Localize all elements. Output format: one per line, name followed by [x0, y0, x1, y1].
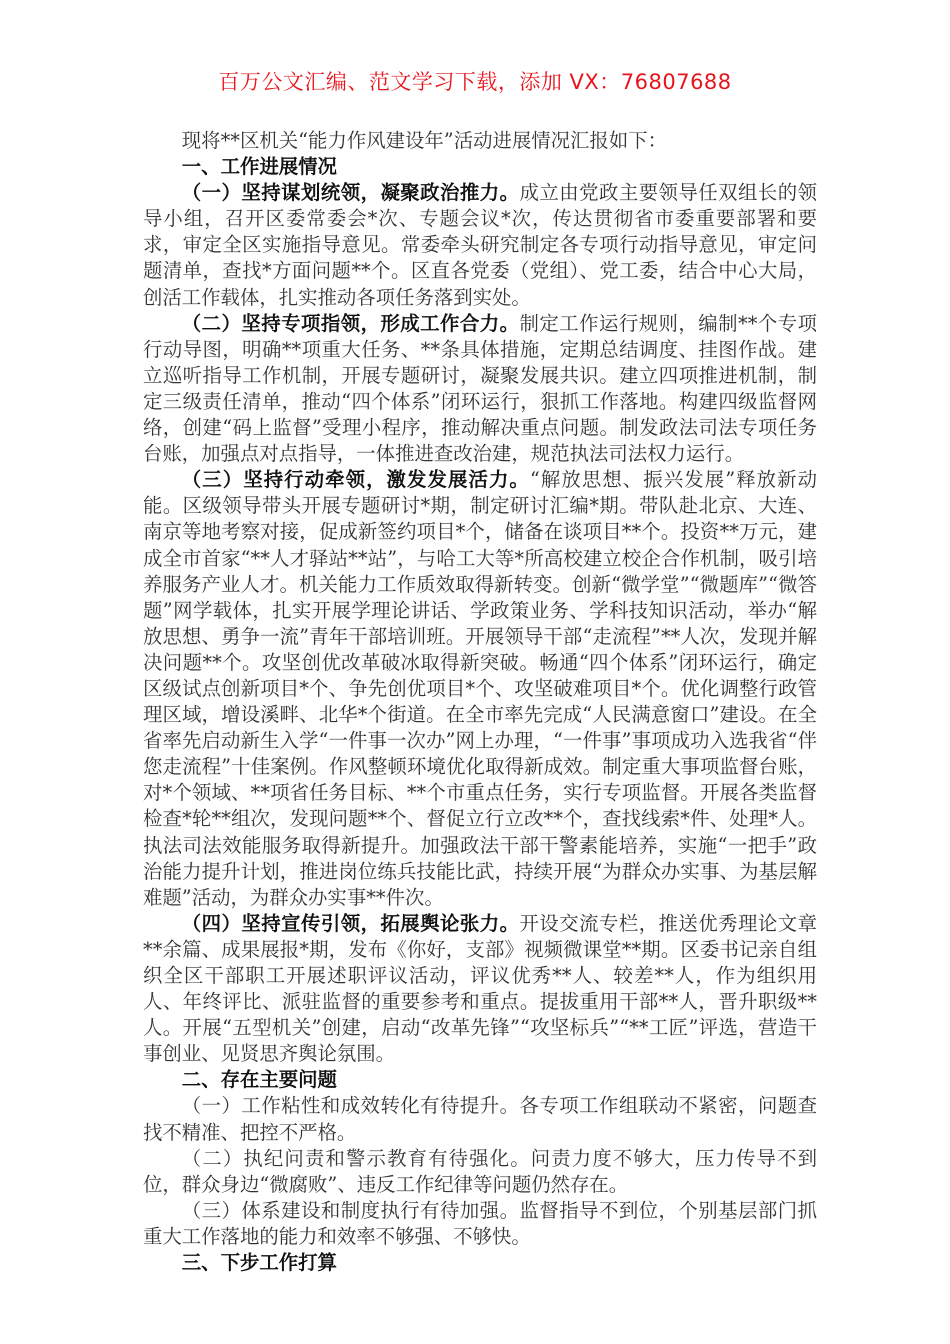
progress-item-4: [143, 911, 817, 1068]
intro-paragraph: 现将**区机关“能力作风建设年”活动进展情况汇报如下：: [181, 129, 667, 152]
problem-item-1: （一）工作粘性和成效转化有待提升。各专项工作组联动不紧密，问题查找不精准、把控不严格。: [143, 1094, 817, 1144]
progress-item-2: [143, 311, 817, 468]
item-lead: （二）坚持专项指领，形成工作合力。: [181, 311, 520, 335]
problem-item-3: （三）体系建设和制度执行有待加强。监督指导不到位，个别基层部门抓重大工作落地的能力和效率不够强、不够快。: [143, 1198, 817, 1248]
problem-item-2: （二）执纪问责和警示教育有待强化。问责力度不够大，压力传导不到位，群众身边“微腐败”、违反工作纪律等问题仍然存在。: [143, 1146, 817, 1196]
item-lead: （四）坚持宣传引领，拓展舆论张力。: [181, 911, 520, 935]
section-heading-next-steps: 三、下步工作打算: [181, 1251, 337, 1275]
item-body: 开设交流专栏，推送优秀理论文章**余篇、成果展报*期，发布《你好，支部》视频微课堂**期。区委书记亲自组织全区干部职工开展述职评议活动，评议优秀**人、较差**人，作为组织用人、年终评比、派驻监督的重要参考和重点。提拔重用干部**人，晋升职级**人。开展“五型机关”创建，启动“改革先锋”“攻坚标兵”“**工匠”评选，营造干事创业、见贤思齐舆论氛围。: [143, 911, 817, 1066]
section-heading-progress: 一、工作进展情况: [181, 155, 337, 179]
item-body: 制定工作运行规则，编制**个专项行动导图，明确**项重大任务、**条具体措施，定期总结调度、挂图作战。建立巡听指导工作机制，开展专题研讨，凝聚发展共识。建立四项推进机制，制定三级责任清单，推动“四个体系”闭环运行，狠抓工作落地。构建四级监督网络，创建“码上监督”受理小程序，推动解决重点问题。制发政法司法专项任务台账，加强点对点指导，一体推进查改治建，规范执法司法权力运行。: [143, 311, 817, 466]
item-body: “解放思想、振兴发展”释放新动能。区级领导带头开展专题研讨*期，制定研讨汇编*期。带队赴北京、大连、南京等地考察对接，促成新签约项目*个，储备在谈项目**个。投资**万元，建成全市首家“**人才驿站**站”，与哈工大等*所高校建立校企合作机制，吸引培养服务产业人才。机关能力工作质效取得新转变。创新“微学堂”“微题库”“微答题”网学载体，扎实开展学理论讲话、学政策业务、学科技知识活动，举办“解放思想、勇争一流”青年干部培训班。开展领导干部“走流程”**人次，发现并解决问题**个。攻坚创优改革破冰取得新突破。畅通“四个体系”闭环运行，确定区级试点创新项目*个、争先创优项目*个、攻坚破难项目*个。优化调整行政管理区域，增设溪畔、北华*个街道。在全市率先完成“人民满意窗口”建设。在全省率先启动新生入学“一件事一次办”网上办理，“一件事”事项成功入选我省“伴您走流程”十佳案例。作风整顿环境优化取得新成效。制定重大事项监督台账，对*个领域、**项省任务目标、**个市重点任务，实行专项监督。开展各类监督检查*轮**组次，发现问题**个、督促立行立改**个，查找线索*件、处理*人。执法司法效能服务取得新提升。加强政法干部干警素能培养，实施“一把手”政治能力提升计划，推进岗位练兵技能比武，持续开展“为群众办实事、为基层解难题”活动，为群众办实事**件次。: [143, 468, 818, 909]
document-body: [143, 128, 817, 1276]
item-lead: （三）坚持行动牵领，激发发展活力。: [181, 468, 530, 492]
download-banner: 百万公文汇编、范文学习下载，添加 VX：76807688: [218, 70, 732, 94]
progress-item-3: [143, 467, 817, 911]
item-body: 成立由党政主要领导任双组长的领导小组，召开区委常委会*次、专题会议*次，传达贯彻省市委重要部署和要求，审定全区实施指导意见。常委牵头研究制定各专项行动指导意见，审定问题清单，查找*方面问题**个。区直各党委（党组）、党工委，结合中心大局，创活工作载体，扎实推动各项任务落到实处。: [143, 181, 817, 309]
section-heading-problems: 二、存在主要问题: [181, 1068, 337, 1092]
progress-item-1: [143, 180, 817, 310]
item-lead: （一）坚持谋划统领，凝聚政治推力。: [181, 181, 520, 205]
